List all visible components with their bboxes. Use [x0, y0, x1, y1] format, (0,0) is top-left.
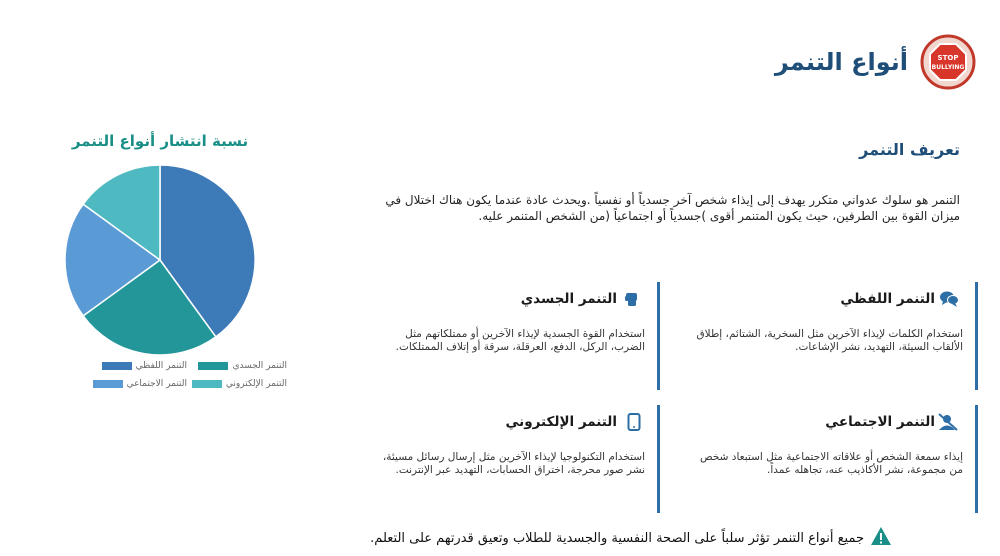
card-physical-title [521, 290, 641, 308]
card-physical-label: التنمر الجسدي [520, 291, 617, 307]
footer-note [370, 526, 892, 550]
legend-item-3 [192, 379, 287, 389]
legend-item-0 [102, 361, 187, 371]
definition-heading: تعريف التنمر [859, 140, 960, 159]
definition-text: التنمر هو سلوك عدواني متكرر يهدف إلى إيذاء شخص آخر جسدياً أو نفسياً .ويحدث عادة عندما يكون هناك اختلال في ميزان القوة بين الطرفين، حيث يكون المتنمر أقوى )جسدياً أو اجتماعياً (من الشخص المتنمر عليه. [385, 193, 960, 223]
card-verbal-label: التنمر اللفظي [840, 291, 935, 307]
warning-triangle-icon [870, 526, 892, 550]
user-slash-icon [941, 413, 959, 431]
legend-item-1 [198, 361, 287, 371]
card-electronic-desc: استخدام التكنولوجيا لإيذاء الآخرين مثل إرسال رسائل مسيئة، نشر صور محرجة، اختراق الحسابات، التهديد عبر الإنترنت. [382, 451, 645, 476]
legend-swatch-2 [93, 380, 123, 388]
logo-text-bottom: BULLYING [931, 64, 965, 71]
legend-label-2: التنمر الاجتماعي [126, 379, 187, 389]
card-physical-bullying [361, 282, 660, 390]
card-social-title [825, 413, 959, 431]
footer-text: جميع أنواع التنمر تؤثر سلباً على الصحة النفسية والجسدية للطلاب وتعيق قدرتهم على التعلم. [370, 530, 864, 546]
legend-swatch-0 [102, 362, 132, 370]
legend-label-1: التنمر الجسدي [232, 361, 287, 371]
card-social-label: التنمر الاجتماعي [825, 414, 935, 430]
card-verbal-title [840, 290, 959, 308]
card-electronic-label: التنمر الإلكتروني [505, 414, 617, 430]
mobile-phone-icon [623, 413, 641, 431]
legend-item-2 [93, 379, 187, 389]
speech-bubbles-icon [941, 290, 959, 308]
stop-bullying-logo [920, 34, 976, 90]
card-electronic-title [506, 413, 642, 431]
legend-swatch-3 [192, 380, 222, 388]
card-social-desc: إيذاء سمعة الشخص أو علاقاته الاجتماعية مثل استبعاد شخص من مجموعة، نشر الأكاذيب عنه، تجاهله عمداً. [700, 451, 963, 476]
pie-chart [60, 160, 260, 360]
card-electronic-bullying [361, 405, 660, 513]
card-verbal-desc: استخدام الكلمات لإيذاء الآخرين مثل السخرية، الشتائم، إطلاق الألقاب السيئة، التهديد، نشر الإشاعات. [696, 328, 963, 353]
chart-title: نسبة انتشار أنواع التنمر [71, 132, 249, 150]
card-physical-desc: استخدام القوة الجسدية لإيذاء الآخرين أو ممتلكاتهم مثل الضرب، الركل، الدفع، العرقلة، سرقة أو إتلاف الممتلكات. [395, 328, 645, 353]
card-verbal-bullying [679, 282, 978, 390]
legend-swatch-1 [198, 362, 228, 370]
legend-label-0: التنمر اللفظي [135, 361, 187, 371]
card-social-bullying [679, 405, 978, 513]
legend-label-3: التنمر الإلكتروني [225, 379, 287, 389]
page-title: أنواع التنمر [774, 48, 908, 76]
fist-icon [623, 290, 641, 308]
logo-text-top: STOP [937, 54, 959, 62]
